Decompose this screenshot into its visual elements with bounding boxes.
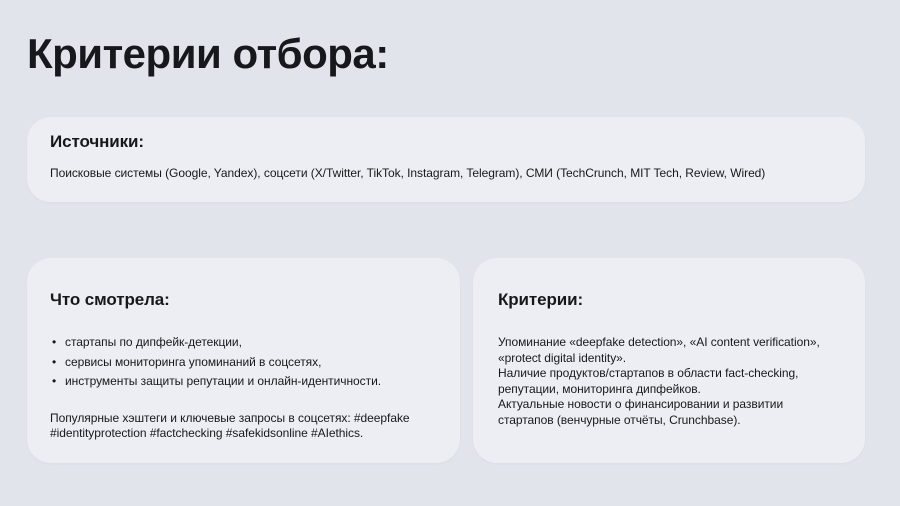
- criteria-line: Упоминание «deepfake detection», «AI content verification», «protect digital identity».: [498, 335, 820, 365]
- list-item: • инструменты защиты репутации и онлайн-идентичности.: [50, 374, 437, 390]
- list-item: • стартапы по дипфейк-детекции,: [50, 335, 437, 351]
- criteria-line: Актуальные новости о финансировании и развитии стартапов (венчурные отчёты, Crunchbase).: [498, 397, 784, 427]
- sources-body: Поисковые системы (Google, Yandex), соцсети (X/Twitter, TikTok, Instagram, Telegram), СМИ (TechCrunch, MIT Tech, Review, Wired): [50, 166, 766, 180]
- sources-heading: Источники:: [50, 132, 144, 151]
- criteria-heading: Критерии:: [498, 290, 584, 309]
- looked-at-card: [27, 258, 460, 463]
- list-item: • сервисы мониторинга упоминаний в соцсетях,: [50, 355, 437, 371]
- criteria-card: [473, 258, 865, 463]
- criteria-line: Наличие продуктов/стартапов в области fact-checking, репутации, мониторинга дипфейков.: [498, 366, 799, 396]
- looked-at-list: [50, 335, 437, 390]
- sources-card: [27, 117, 865, 202]
- hashtags-paragraph: Популярные хэштеги и ключевые запросы в соцсетях: #deepfake #identityprotection #factchecking #safekidsonline #AIethics.: [50, 410, 410, 440]
- page-title: Критерии отбора:: [27, 30, 389, 77]
- criteria-body: [498, 335, 840, 428]
- looked-at-heading: Что смотрела:: [50, 290, 170, 309]
